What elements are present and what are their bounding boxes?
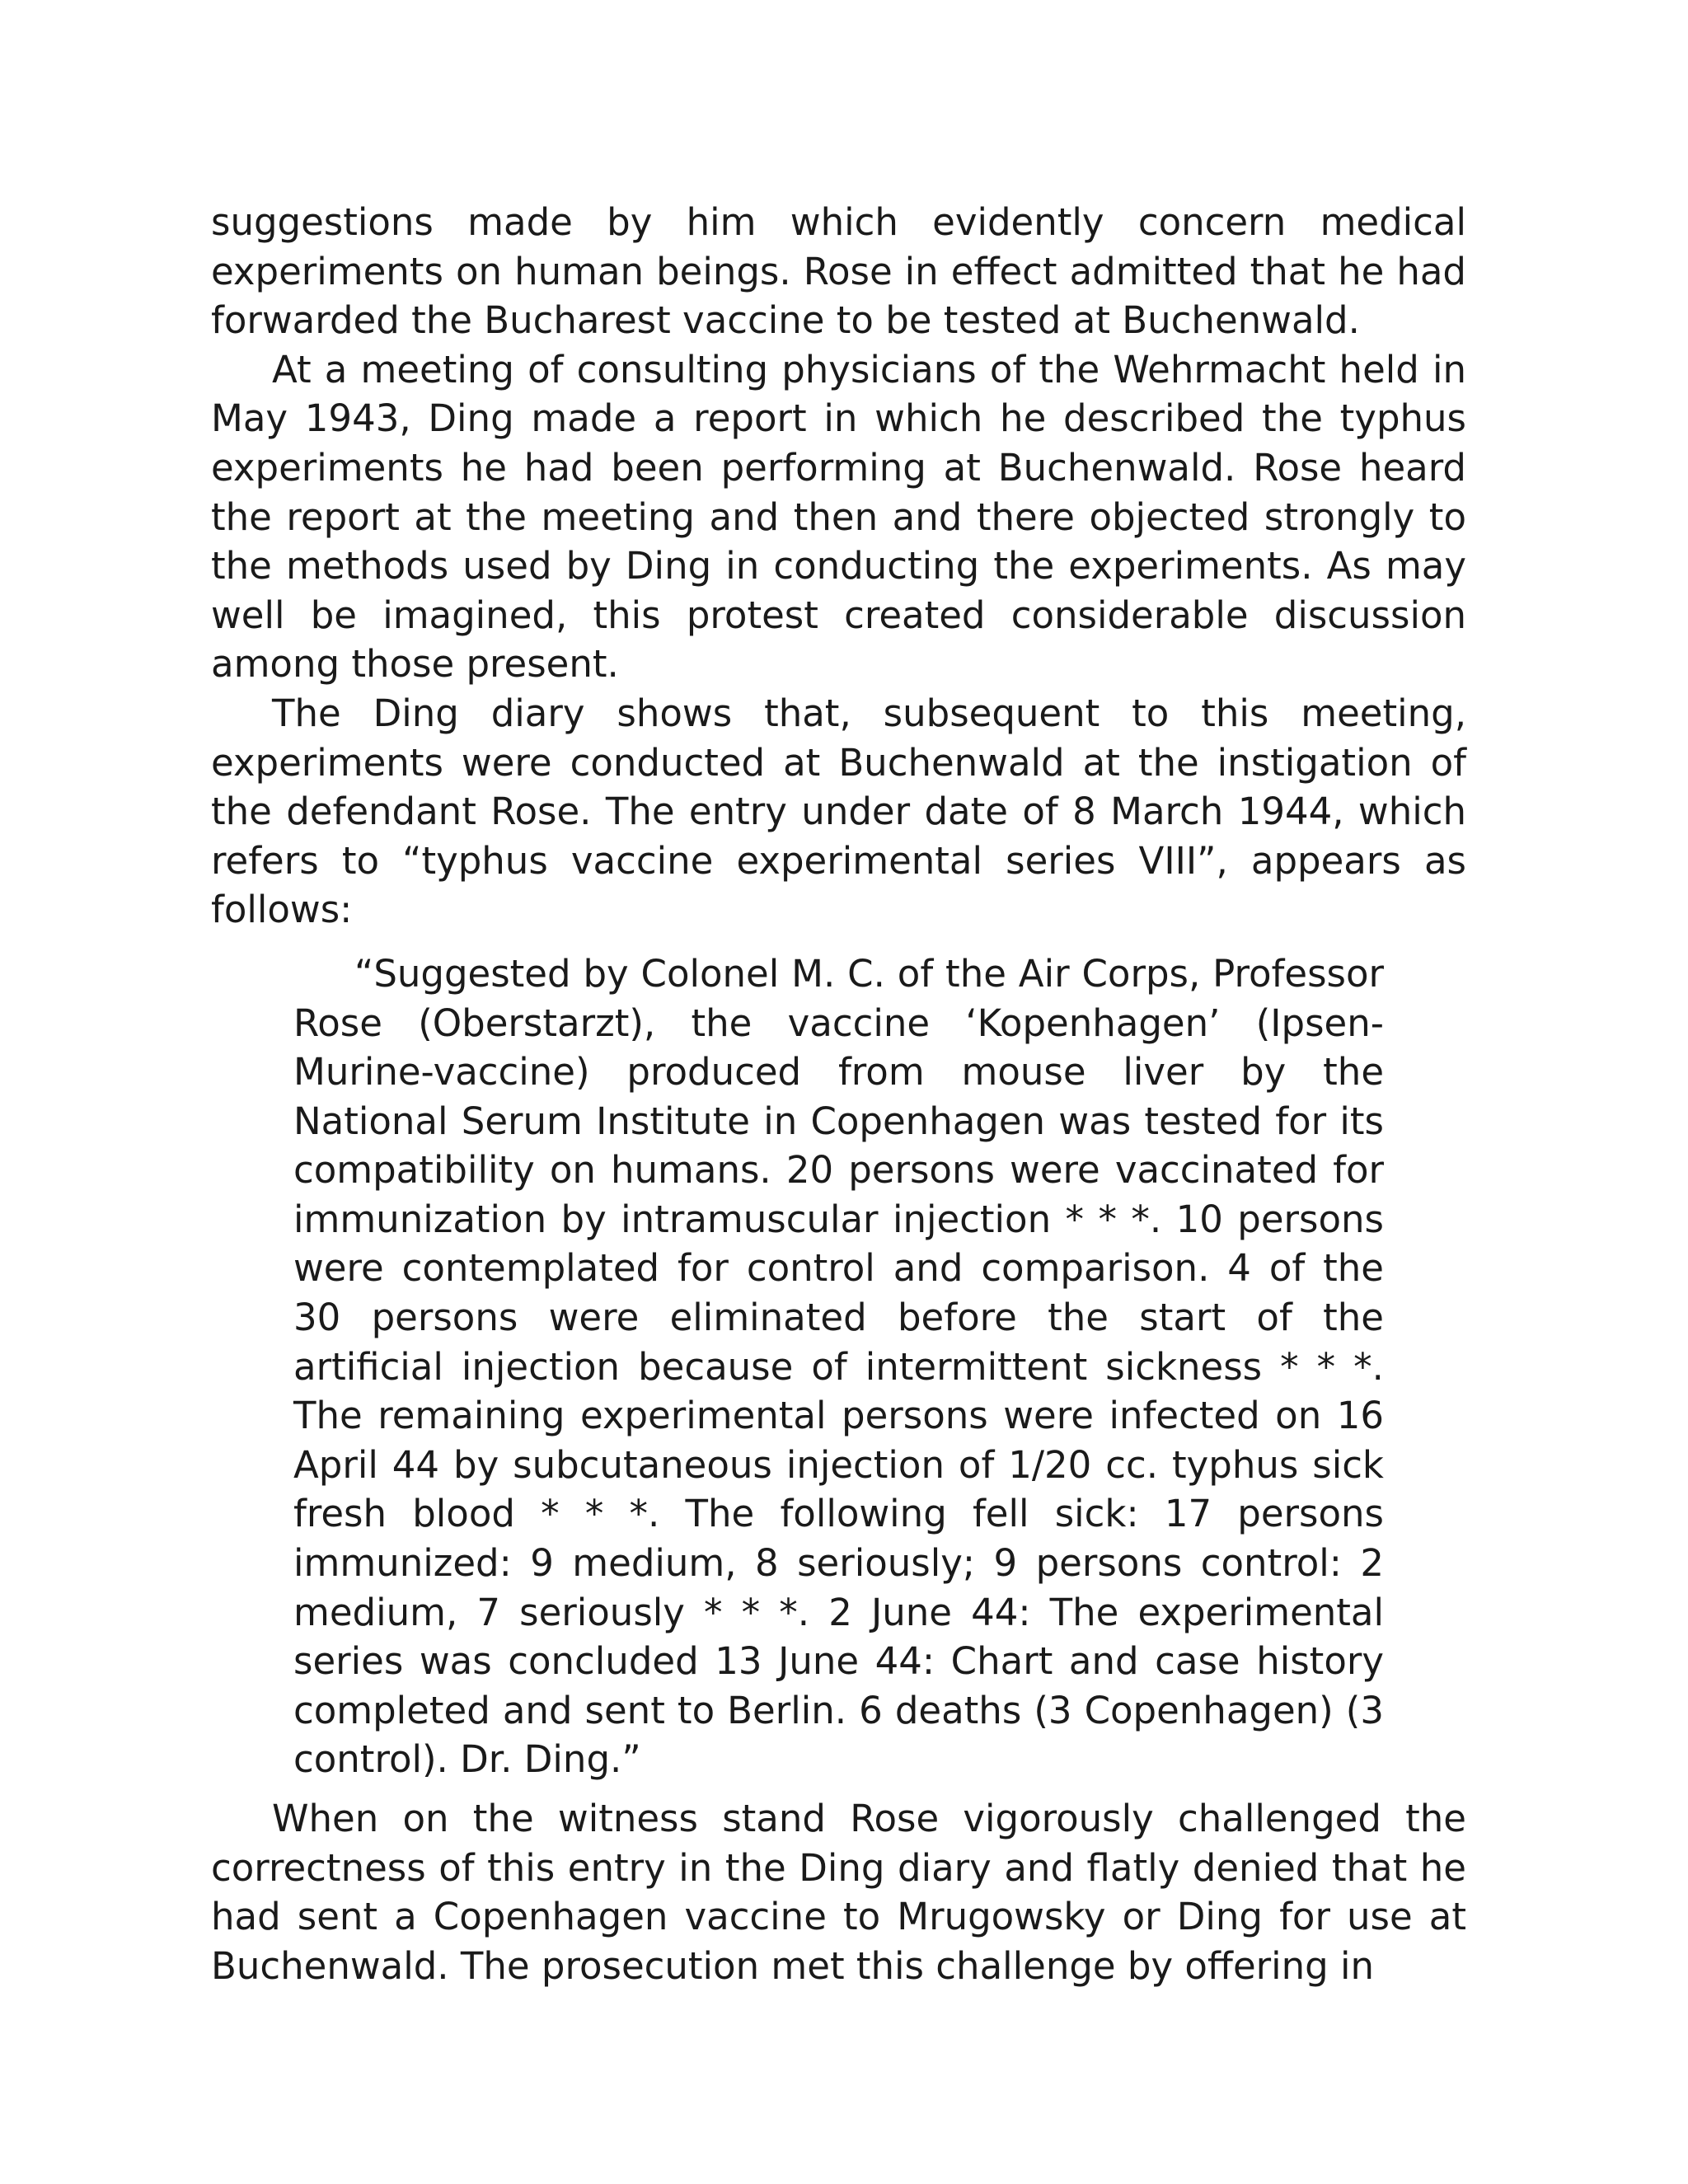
document-page xyxy=(211,198,1466,1990)
paragraph-continuation: suggestions made by him which evidently concern medical experiments on human beings. Rose in effect admitted that he had forwarded the Bucharest vaccine to be tested at Buchenwald. xyxy=(211,200,1466,343)
block-quote-diary-entry: “Suggested by Colonel M. C. of the Air Corps, Professor Rose (Oberstarzt), the vaccine ‘Kopenhagen’ (Ipsen-Murine-vaccine) produced from mouse liver by the National Serum Institute in Copenhagen was tested for its compatibility on humans. 20 persons were vaccinated for immunization by intramuscular injection * * *. 10 persons were contemplated for control and comparison. 4 of the 30 persons were eliminated before the start of the artificial injection because of intermittent sickness * * *. The remaining experimental persons were infected on 16 April 44 by subcutaneous injection of 1/20 cc. typhus sick fresh blood * * *. The following fell sick: 17 persons immunized: 9 medium, 8 seriously; 9 persons control: 2 medium, 7 seriously * * *. 2 June 44: The experimental series was concluded 13 June 44: Chart and case history completed and sent to Berlin. 6 deaths (3 Copenhagen) (3 control). Dr. Ding.” xyxy=(293,951,1384,1782)
paragraph-meeting: At a meeting of consulting physicians of the Wehrmacht held in May 1943, Ding made a report in which he described the typhus experiments he had been performing at Buchenwald. Rose heard the report at the meeting and then and there objected strongly to the methods used by Ding in conducting the experiments. As may well be imagined, this protest created considerable discussion among those present. xyxy=(211,347,1466,687)
paragraph-diary: The Ding diary shows that, subsequent to this meeting, experiments were conducted at Buchenwald at the instigation of the defendant Rose. The entry under date of 8 March 1944, which refers to “typhus vaccine experimental series VIII”, appears as follows: xyxy=(211,691,1466,932)
paragraph-witness-stand: When on the witness stand Rose vigorously challenged the correctness of this entry in the Ding diary and flatly denied that he had sent a Copenhagen vaccine to Mrugowsky or Ding for use at Buchenwald. The prosecution met this challenge by offering in xyxy=(211,1797,1466,1988)
